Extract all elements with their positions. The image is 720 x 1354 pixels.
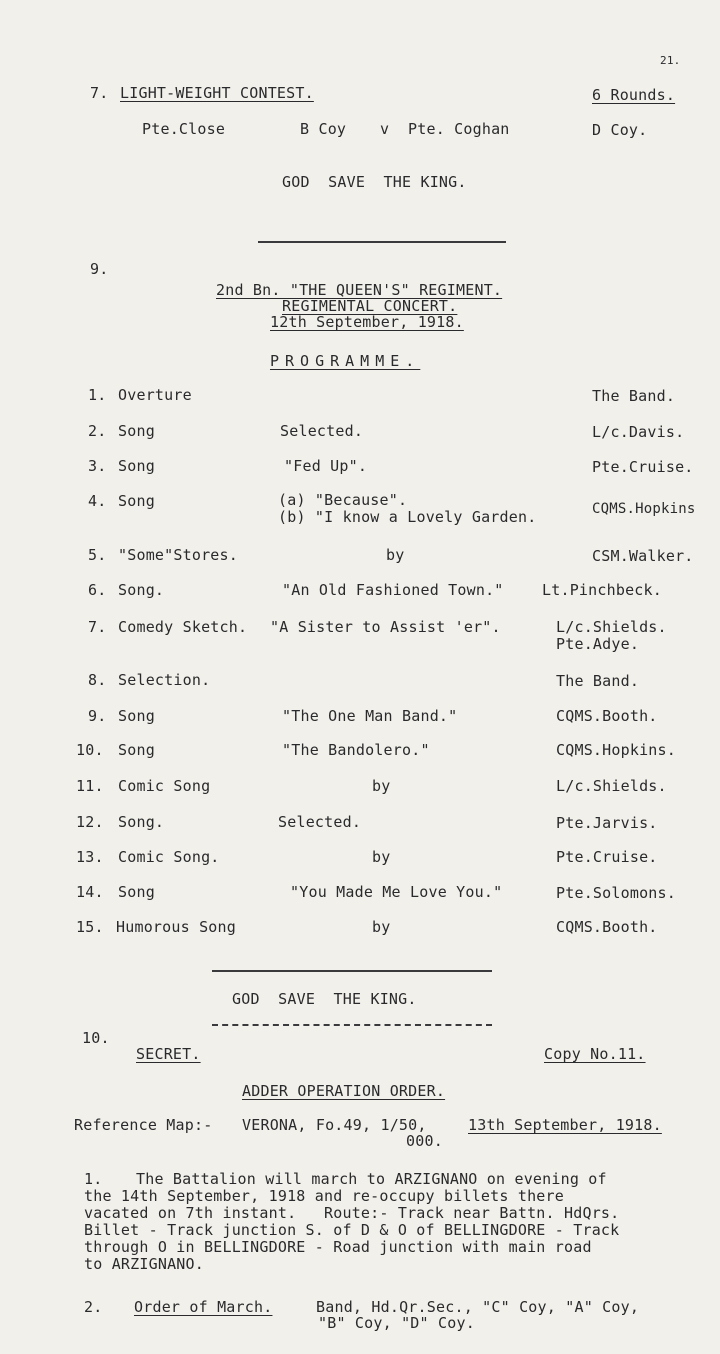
separator-rule-2 (212, 970, 492, 972)
programme-number: 7. (88, 618, 107, 636)
anthem-1: GOD SAVE THE KING. (282, 173, 467, 191)
programme-item: Song (118, 457, 155, 475)
programme-detail: "The Bandolero." (282, 741, 430, 759)
programme-number: 2. (88, 422, 107, 440)
programme-performer: Pte.Cruise. (592, 458, 694, 476)
programme-performer-line2: Pte.Adye. (556, 635, 640, 653)
programme-performer: Pte.Solomons. (556, 884, 676, 902)
reference-date: 13th September, 1918. (468, 1116, 662, 1134)
para2-label: Order of March. (134, 1298, 273, 1316)
programme-detail-line2: (b) "I know a Lovely Garden. (278, 508, 537, 526)
item7-number: 7. (90, 84, 109, 102)
programme-detail: (a) "Because". (278, 491, 408, 509)
programme-detail: by (386, 546, 405, 564)
item7-coy2: D Coy. (592, 121, 648, 139)
programme-number: 12. (76, 813, 104, 831)
item7-fighter2: Pte. Coghan (408, 120, 510, 138)
programme-performer: The Band. (556, 672, 640, 690)
order-title: ADDER OPERATION ORDER. (242, 1082, 446, 1100)
programme-detail: "Fed Up". (284, 457, 368, 475)
programme-number: 5. (88, 546, 107, 564)
programme-item: Comic Song (118, 777, 211, 795)
programme-number: 1. (88, 386, 107, 404)
programme-detail: "The One Man Band." (282, 707, 458, 725)
item9-number: 9. (90, 260, 109, 278)
programme-number: 10. (76, 741, 104, 759)
programme-number: 15. (76, 918, 104, 936)
programme-detail: by (372, 848, 391, 866)
para1-line: The Battalion will march to ARZIGNANO on evening of (136, 1170, 607, 1188)
para1-line: Billet - Track junction S. of D & O of BELLINGDORE - Track (84, 1221, 620, 1239)
programme-item: Song (118, 422, 155, 440)
para2-line1: Band, Hd.Qr.Sec., "C" Coy, "A" Coy, (316, 1298, 640, 1316)
programme-item: Comedy Sketch. (118, 618, 248, 636)
programme-performer: CQMS.Hopkins (592, 501, 696, 517)
programme-performer: L/c.Davis. (592, 423, 685, 441)
programme-detail: by (372, 918, 391, 936)
anthem-2: GOD SAVE THE KING. (232, 990, 417, 1008)
para2-line2: "B" Coy, "D" Coy. (318, 1314, 475, 1332)
programme-performer: CSM.Walker. (592, 547, 694, 565)
programme-item: Comic Song. (118, 848, 220, 866)
programme-item: Selection. (118, 671, 211, 689)
item7-title: LIGHT-WEIGHT CONTEST. (120, 84, 314, 102)
programme-detail: "A Sister to Assist 'er". (270, 618, 501, 636)
programme-item: Humorous Song (116, 918, 236, 936)
reference-label: Reference Map:- (74, 1116, 213, 1134)
programme-performer: Pte.Jarvis. (556, 814, 658, 832)
programme-number: 8. (88, 671, 107, 689)
programme-detail: by (372, 777, 391, 795)
concert-header-title: REGIMENTAL CONCERT. (282, 297, 458, 315)
programme-item: Overture (118, 386, 192, 404)
programme-item: Song (118, 883, 155, 901)
programme-item: "Some"Stores. (118, 546, 238, 564)
programme-item: Song. (118, 581, 165, 599)
reference-sub: 000. (406, 1132, 443, 1150)
page-corner-mark: 21. (660, 54, 681, 67)
programme-detail: Selected. (278, 813, 362, 831)
item7-vs: v (380, 120, 390, 138)
programme-performer: L/c.Shields. (556, 618, 667, 636)
programme-number: 9. (88, 707, 107, 725)
reference-text: VERONA, Fo.49, 1/50, (242, 1116, 427, 1134)
item10-number: 10. (82, 1029, 110, 1047)
item7-rounds: 6 Rounds. (592, 86, 676, 104)
programme-title: PROGRAMME. (270, 352, 421, 370)
programme-detail: "An Old Fashioned Town." (282, 581, 504, 599)
para1-line: to ARZIGNANO. (84, 1255, 204, 1273)
programme-number: 6. (88, 581, 107, 599)
programme-number: 13. (76, 848, 104, 866)
para1-line: the 14th September, 1918 and re-occupy billets there (84, 1187, 564, 1205)
programme-number: 14. (76, 883, 104, 901)
programme-item: Song. (118, 813, 165, 831)
programme-number: 3. (88, 457, 107, 475)
programme-number: 4. (88, 492, 107, 510)
programme-performer: CQMS.Booth. (556, 707, 658, 725)
programme-performer: Pte.Cruise. (556, 848, 658, 866)
programme-item: Song (118, 492, 155, 510)
programme-number: 11. (76, 777, 104, 795)
separator-rule-1 (258, 241, 506, 243)
para1-line: vacated on 7th instant. Route:- Track near Battn. HdQrs. (84, 1204, 620, 1222)
programme-performer: Lt.Pinchbeck. (542, 581, 662, 599)
programme-performer: L/c.Shields. (556, 777, 667, 795)
programme-performer: CQMS.Booth. (556, 918, 658, 936)
programme-item: Song (118, 741, 155, 759)
para1-line: through O in BELLINGDORE - Road junction with main road (84, 1238, 592, 1256)
programme-detail: Selected. (280, 422, 364, 440)
programme-performer: The Band. (592, 387, 676, 405)
para2-number: 2. (84, 1298, 103, 1316)
separator-rule-3 (212, 1024, 492, 1026)
item7-fighter1: Pte.Close (142, 120, 226, 138)
item7-coy1: B Coy (300, 120, 347, 138)
copy-number: Copy No.11. (544, 1045, 646, 1063)
concert-header-date: 12th September, 1918. (270, 313, 464, 331)
programme-performer: CQMS.Hopkins. (556, 741, 676, 759)
programme-detail: "You Made Me Love You." (290, 883, 503, 901)
secret-label: SECRET. (136, 1045, 201, 1063)
programme-item: Song (118, 707, 155, 725)
para1-number: 1. (84, 1170, 103, 1188)
concert-header-battalion: 2nd Bn. "THE QUEEN'S" REGIMENT. (216, 281, 503, 299)
